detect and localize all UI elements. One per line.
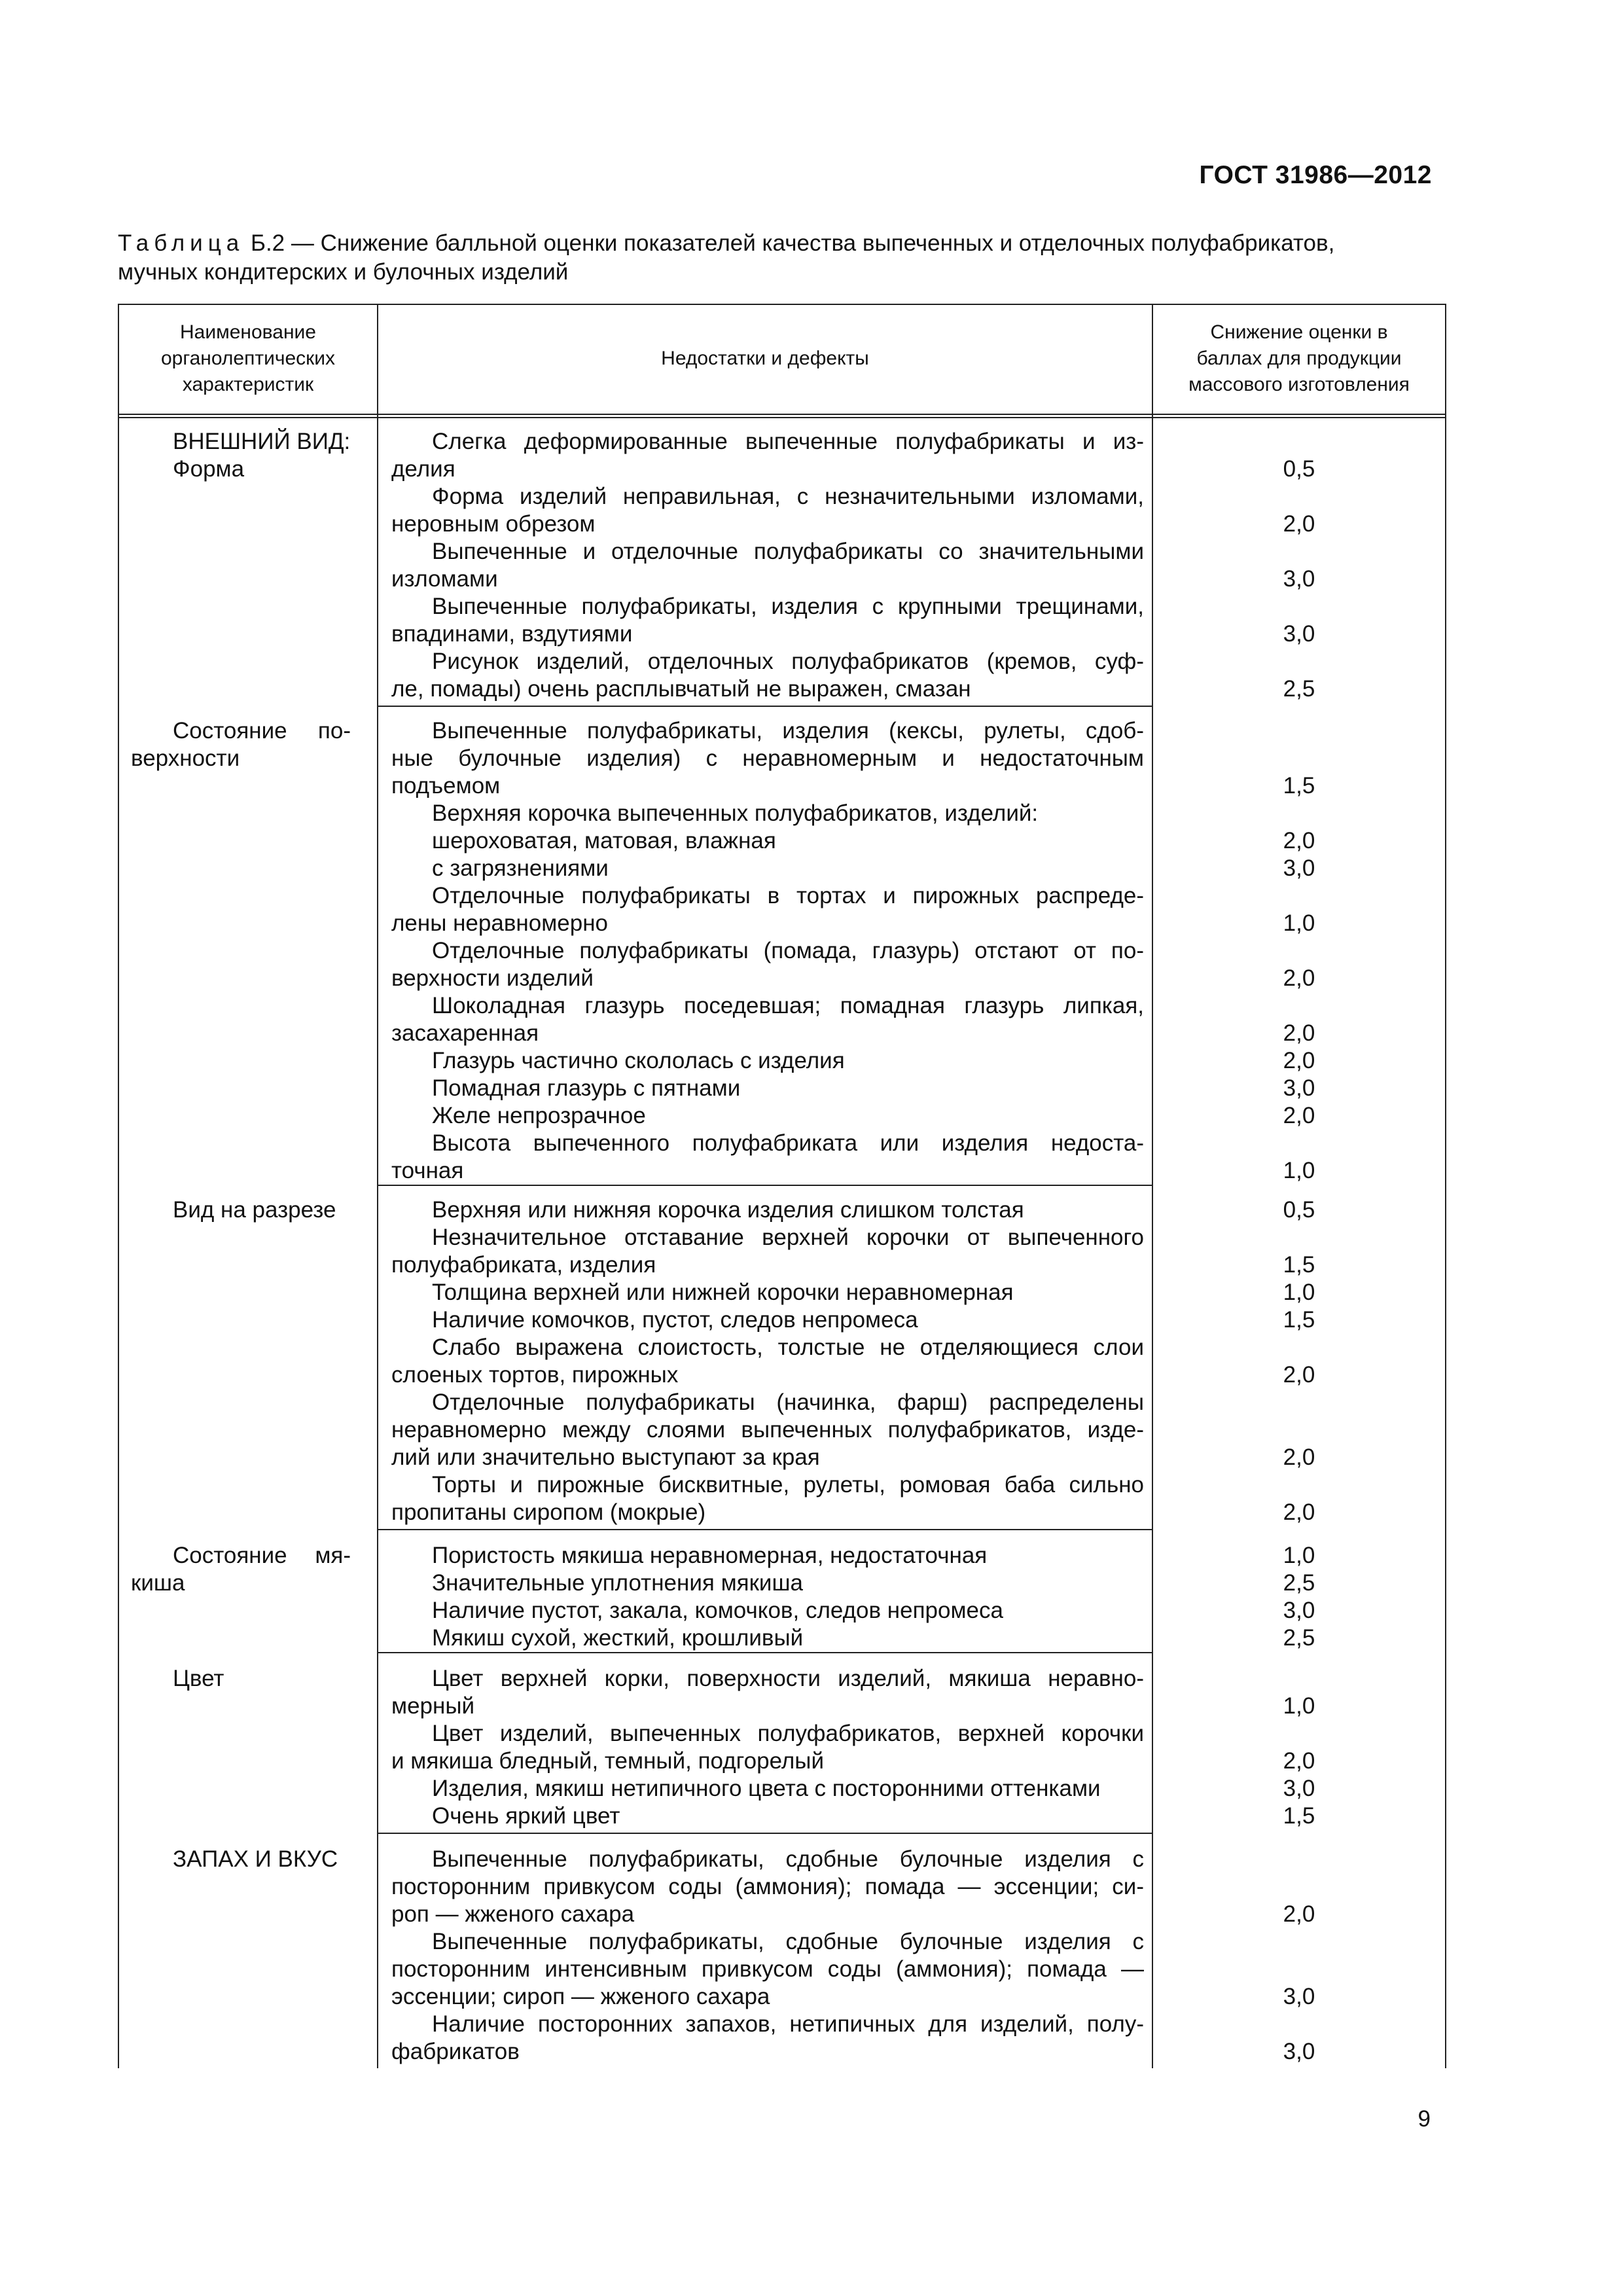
score-value: 2,0 xyxy=(1283,828,1315,853)
defect-line: Верхняя или нижняя корочка изделия слишком толстая xyxy=(432,1197,1024,1223)
score-value: 2,0 xyxy=(1283,1103,1315,1128)
defect-line: роп — жженого сахара xyxy=(391,1901,635,1927)
score-value: 1,0 xyxy=(1283,910,1315,936)
defect-line: точная xyxy=(391,1158,464,1183)
score-value: 2,0 xyxy=(1283,1048,1315,1073)
defect-line: Слабо выражена слоистость, толстые не отделяющиеся слои xyxy=(432,1335,1144,1360)
defect-line: Верхняя корочка выпеченных полуфабрикатов, изделий: xyxy=(432,800,1039,826)
defect-line: Отделочные полуфабрикаты (начинка, фарш) распределены xyxy=(432,1390,1144,1415)
defect-line: Наличие посторонних запахов, нетипичных для изделий, полу- xyxy=(432,2011,1144,2037)
defect-line: шероховатая, матовая, влажная xyxy=(432,828,776,853)
defect-line: Отделочные полуфабрикаты в тортах и пирожных распреде- xyxy=(432,883,1144,908)
defect-line: неровным обрезом xyxy=(391,511,596,537)
score-value: 3,0 xyxy=(1283,1075,1315,1101)
defect-line: Слегка деформированные выпеченные полуфабрикаты и из- xyxy=(432,429,1144,454)
score-value: 3,0 xyxy=(1283,1984,1315,2009)
score-value: 1,5 xyxy=(1283,1252,1315,1278)
group-separator xyxy=(377,1529,1152,1530)
defect-line: впадинами, вздутиями xyxy=(391,621,633,647)
score-value: 1,0 xyxy=(1283,1158,1315,1183)
defect-line: Цвет верхней корки, поверхности изделий, мякиша неравно- xyxy=(432,1666,1144,1691)
defect-line: верхности изделий xyxy=(391,965,594,991)
defect-line: Выпеченные полуфабрикаты, сдобные булочные изделия с xyxy=(432,1846,1144,1872)
column-divider-2 xyxy=(1152,304,1153,2068)
caption-text-2: мучных кондитерских и булочных изделий xyxy=(118,259,569,285)
defect-line: ле, помады) очень расплывчатый не выражен, смазан xyxy=(391,676,971,702)
defect-line: Мякиш сухой, жесткий, крошливый xyxy=(432,1625,804,1651)
defect-line: Форма изделий неправильная, с незначительными изломами, xyxy=(432,484,1144,509)
caption-prefix: Таблица xyxy=(118,230,245,256)
defect-line: Изделия, мякиш нетипичного цвета с посторонними оттенками xyxy=(432,1776,1101,1801)
header-divider xyxy=(118,414,1446,415)
group-separator xyxy=(377,706,1152,707)
defect-line: Торты и пирожные бисквитные, рулеты, ромовая баба сильно xyxy=(432,1472,1144,1498)
defect-line: засахаренная xyxy=(391,1020,539,1046)
defect-line: лены неравномерно xyxy=(391,910,608,936)
defect-line: Высота выпеченного полуфабриката или изделия недоста- xyxy=(432,1130,1144,1156)
score-value: 3,0 xyxy=(1283,621,1315,647)
caption-number: Б.2 xyxy=(250,230,285,256)
defect-line: эссенции; сироп — жженого сахара xyxy=(391,1984,770,2009)
defect-line: Выпеченные полуфабрикаты, изделия с крупными трещинами, xyxy=(432,594,1144,619)
defect-line: Шоколадная глазурь поседевшая; помадная глазурь липкая, xyxy=(432,993,1144,1018)
defect-line: Отделочные полуфабрикаты (помада, глазурь) отстают от по- xyxy=(432,938,1144,963)
score-value: 1,0 xyxy=(1283,1693,1315,1719)
char-smell-taste: ЗАПАХ И ВКУС xyxy=(173,1846,338,1872)
score-value: 2,0 xyxy=(1283,965,1315,991)
score-value: 2,0 xyxy=(1283,1020,1315,1046)
score-value: 2,0 xyxy=(1283,511,1315,537)
score-value: 3,0 xyxy=(1283,1776,1315,1801)
defect-line: Толщина верхней или нижней корочки неравномерная xyxy=(432,1280,1014,1305)
char-color: Цвет xyxy=(173,1666,224,1691)
score-value: 3,0 xyxy=(1283,855,1315,881)
defect-line: посторонним привкусом соды (аммония); помада — эссенции; си- xyxy=(391,1874,1144,1899)
score-value: 2,5 xyxy=(1283,1625,1315,1651)
defect-line: подъемом xyxy=(391,773,501,798)
defect-line: Выпеченные и отделочные полуфабрикаты со значительными xyxy=(432,539,1144,564)
char-cross-section: Вид на разрезе xyxy=(173,1197,336,1223)
score-value: 2,0 xyxy=(1283,1499,1315,1525)
defect-line: пропитаны сиропом (мокрые) xyxy=(391,1499,706,1525)
header-score-reduction: Снижение оценки в баллах для продукции массового изготовления xyxy=(1188,321,1410,395)
score-value: 3,0 xyxy=(1283,566,1315,592)
defect-line: мерный xyxy=(391,1693,475,1719)
caption-text: — Снижение балльной оценки показателей качества выпеченных и отделочных полуфабрикатов, xyxy=(291,230,1335,256)
score-value: 2,0 xyxy=(1283,1362,1315,1388)
score-value: 1,0 xyxy=(1283,1543,1315,1568)
group-separator xyxy=(377,1833,1152,1834)
defect-line: Очень яркий цвет xyxy=(432,1803,620,1829)
defect-line: Наличие комочков, пустот, следов непромеса xyxy=(432,1307,918,1333)
header-divider-double xyxy=(118,417,1446,418)
defect-line: Помадная глазурь с пятнами xyxy=(432,1075,741,1101)
defect-line: слоеных тортов, пирожных xyxy=(391,1362,679,1388)
defect-line: Цвет изделий, выпеченных полуфабрикатов, верхней корочки xyxy=(432,1721,1144,1746)
defect-line: изломами xyxy=(391,566,498,592)
group-separator xyxy=(377,1185,1152,1186)
defect-line: лий или значительно выступают за края xyxy=(391,1444,820,1470)
score-value: 2,0 xyxy=(1283,1748,1315,1774)
defect-line: Глазурь частично скололась с изделия xyxy=(432,1048,845,1073)
header-characteristics: Наименование органолептических характеристик xyxy=(160,321,336,395)
defect-line: Желе непрозрачное xyxy=(432,1103,646,1128)
defect-line: Выпеченные полуфабрикаты, сдобные булочные изделия с xyxy=(432,1929,1144,1954)
defect-line: и мякиша бледный, темный, подгорелый xyxy=(391,1748,825,1774)
score-value: 1,5 xyxy=(1283,1307,1315,1333)
score-value: 0,5 xyxy=(1283,456,1315,482)
score-value: 0,5 xyxy=(1283,1197,1315,1223)
defect-line: посторонним интенсивным привкусом соды (аммония); помада — xyxy=(391,1956,1144,1982)
score-value: 2,5 xyxy=(1283,1570,1315,1596)
group-separator xyxy=(377,1652,1152,1653)
table-caption xyxy=(118,229,1446,287)
defect-line: Наличие пустот, закала, комочков, следов непромеса xyxy=(432,1598,1003,1623)
standard-number: ГОСТ 31986—2012 xyxy=(1199,161,1432,189)
defect-line: с загрязнениями xyxy=(432,855,609,881)
score-value: 3,0 xyxy=(1283,1598,1315,1623)
header-defects: Недостатки и дефекты xyxy=(661,348,869,369)
score-value: 1,5 xyxy=(1283,1803,1315,1829)
column-divider-1 xyxy=(377,304,378,2068)
char-surface-state: Состояние по- верхности xyxy=(131,718,351,771)
score-value: 2,0 xyxy=(1283,1901,1315,1927)
score-value: 2,5 xyxy=(1283,676,1315,702)
page-number: 9 xyxy=(1418,2106,1431,2132)
defect-line: полуфабриката, изделия xyxy=(391,1252,656,1278)
defect-line: фабрикатов xyxy=(391,2039,520,2064)
score-value: 2,0 xyxy=(1283,1444,1315,1470)
defect-line: делия xyxy=(391,456,455,482)
defect-line: Незначительное отставание верхней корочки от выпеченного xyxy=(432,1225,1144,1250)
score-value: 1,0 xyxy=(1283,1280,1315,1305)
defect-line: Значительные уплотнения мякиша xyxy=(432,1570,803,1596)
defect-line: ные булочные изделия) с неравномерным и недостаточным xyxy=(391,745,1144,771)
defect-line: неравномерно между слоями выпеченных полуфабрикатов, изде- xyxy=(391,1417,1144,1443)
score-value: 1,5 xyxy=(1283,773,1315,798)
defect-line: Рисунок изделий, отделочных полуфабрикатов (кремов, суф- xyxy=(432,649,1144,674)
char-crumb-state: Состояние мя- киша xyxy=(131,1543,351,1596)
defect-line: Пористость мякиша неравномерная, недостаточная xyxy=(432,1543,988,1568)
char-appearance-form: ВНЕШНИЙ ВИД: Форма xyxy=(173,429,351,482)
score-value: 3,0 xyxy=(1283,2039,1315,2064)
defect-line: Выпеченные полуфабрикаты, изделия (кексы, рулеты, сдоб- xyxy=(432,718,1144,744)
